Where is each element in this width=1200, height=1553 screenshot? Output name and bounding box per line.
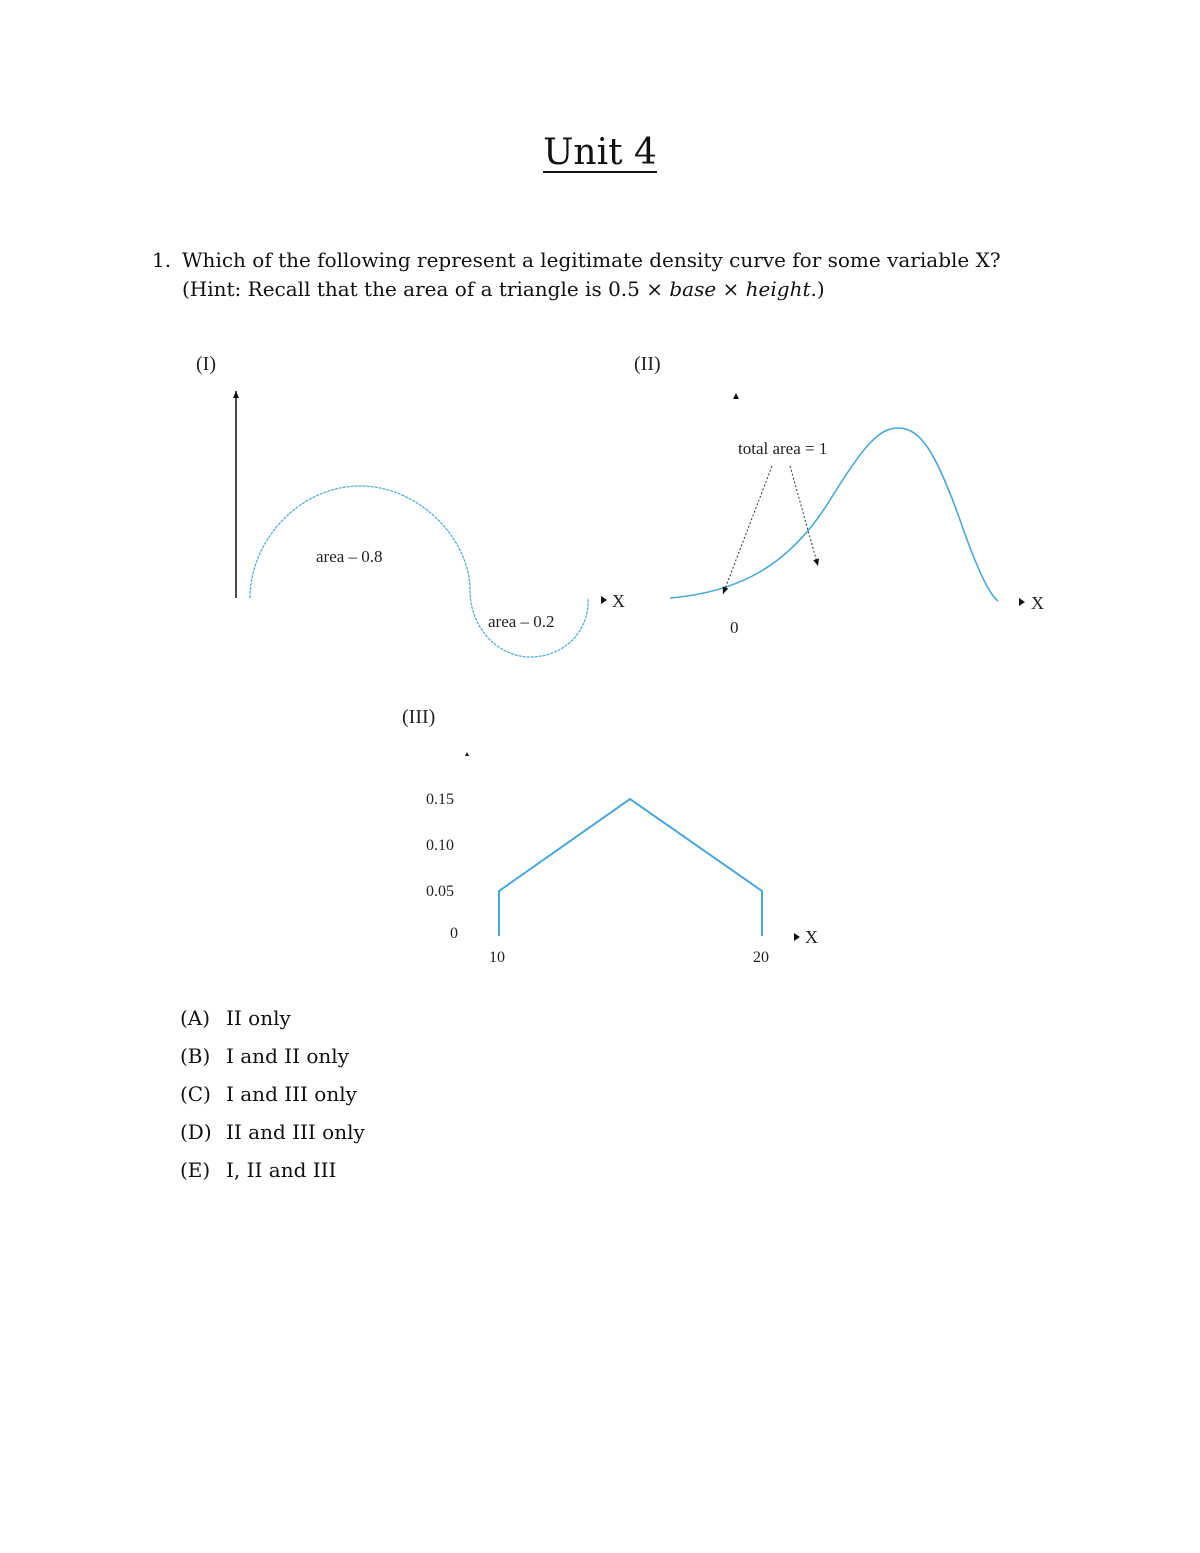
option-a-letter: (A) [180, 1006, 211, 1030]
option-e[interactable] [180, 1158, 336, 1182]
figure-3-y-tick-005: 0.05 [426, 883, 454, 900]
figure-2-annotation: total area = 1 [738, 439, 828, 458]
figure-2-x-arrow-icon [1019, 598, 1025, 606]
figure-2-pointer-left [723, 466, 772, 594]
option-b-letter: (B) [180, 1044, 211, 1068]
option-e-text: I, II and III [226, 1158, 337, 1182]
option-a-text: II only [226, 1006, 291, 1030]
figure-3 [402, 706, 818, 966]
hint-suffix: ) [816, 277, 825, 301]
figure-2-x-label: X [1031, 593, 1044, 613]
figure-1-x-label: X [612, 591, 625, 611]
option-c[interactable] [180, 1082, 357, 1106]
figure-2-pointer-right [790, 466, 818, 566]
option-e-letter: (E) [180, 1158, 211, 1182]
figure-3-y-arrow-icon [465, 752, 469, 756]
hint-mid: × [716, 277, 746, 301]
figure-3-x-arrow-icon [794, 933, 800, 941]
figure-3-y-tick-010: 0.10 [426, 837, 454, 854]
figure-2-zero: 0 [730, 618, 739, 637]
option-c-text: I and III only [226, 1082, 357, 1106]
figure-2-curve [670, 428, 998, 601]
hint-prefix: (Hint: Recall that the area of a triangle is 0.5 × [182, 277, 670, 301]
option-b[interactable] [180, 1044, 349, 1068]
figure-3-y-tick-0: 0 [450, 925, 458, 942]
figure-2 [634, 353, 1044, 637]
question-text: Which of the following represent a legitimate density curve for some variable X? [182, 248, 1001, 272]
figure-3-curve [499, 799, 762, 936]
option-d-text: II and III only [226, 1120, 365, 1144]
figure-3-x-tick-20: 20 [753, 949, 769, 966]
option-d-letter: (D) [180, 1120, 212, 1144]
option-c-letter: (C) [180, 1082, 211, 1106]
figure-3-x-label: X [805, 927, 818, 947]
hint-base: base [669, 277, 717, 301]
figure-1-curve [250, 486, 588, 657]
figure-3-label: (III) [402, 706, 436, 728]
question-number: 1. [152, 248, 172, 272]
option-d[interactable] [180, 1120, 365, 1144]
figure-1 [196, 353, 625, 657]
figure-1-area-2: area – 0.2 [488, 612, 555, 631]
figure-3-x-tick-10: 10 [489, 949, 505, 966]
hint-height: height. [745, 277, 817, 301]
figure-1-label: (I) [196, 353, 216, 375]
option-a[interactable] [180, 1006, 291, 1030]
figure-1-area-1: area – 0.8 [316, 547, 383, 566]
figure-2-y-arrow-icon [733, 393, 739, 399]
figure-2-label: (II) [634, 353, 661, 375]
figure-3-y-tick-015: 0.15 [426, 791, 454, 808]
option-b-text: I and II only [226, 1044, 349, 1068]
title-text: Unit 4 [543, 132, 657, 173]
figure-1-x-arrow-icon [601, 596, 607, 604]
